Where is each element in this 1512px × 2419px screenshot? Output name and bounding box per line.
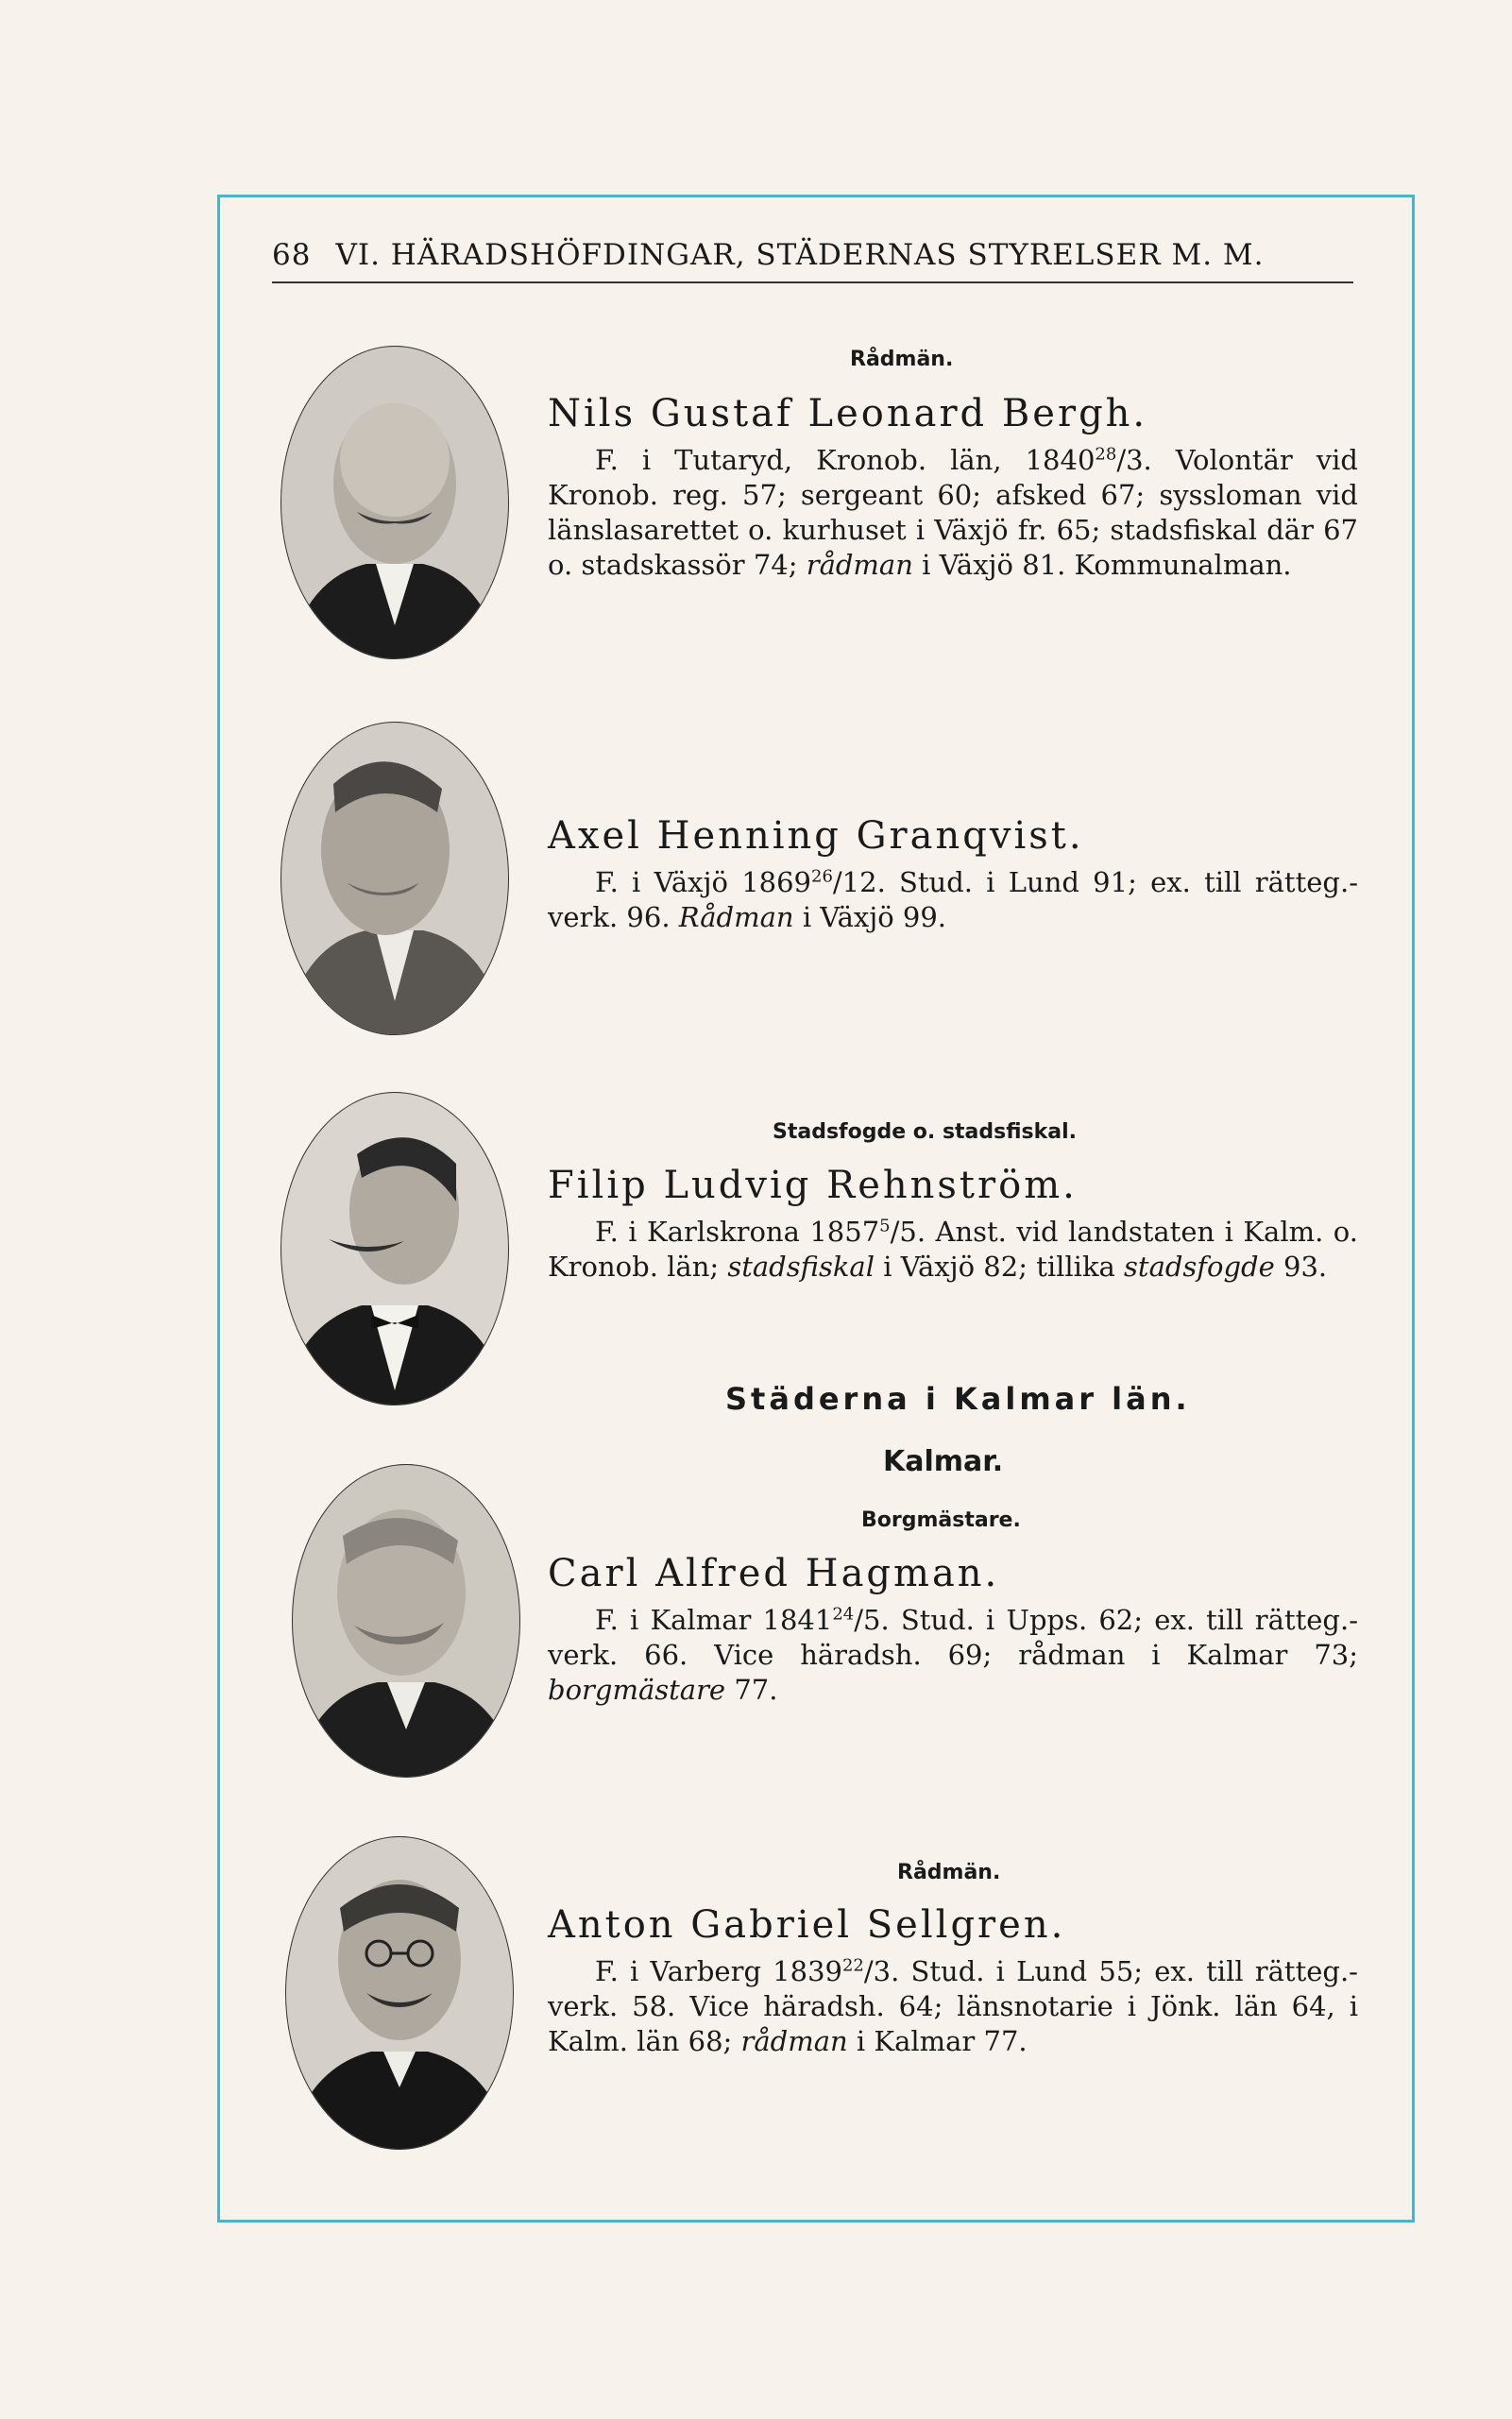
running-title: VI. HÄRADSHÖFDINGAR, STÄDERNAS STYRELSER M. M.: [335, 238, 1265, 272]
section-region: Städerna i Kalmar län.: [725, 1381, 1191, 1417]
section-radman-1: Rådmän.: [850, 348, 954, 371]
portrait-sellgren: [281, 1832, 518, 2154]
person-name: Axel Henning Granqvist.: [548, 814, 1084, 858]
person-name: Nils Gustaf Leonard Bergh.: [548, 392, 1148, 435]
person-name: Filip Ludvig Rehnström.: [548, 1164, 1078, 1207]
page-header: [272, 238, 1353, 283]
entry-sellgren: [548, 1903, 1358, 2059]
biography: F. i Växjö 1869$^{26}$/12. Stud. i Lund 91; ex. till rätteg.-verk. 96. Rådman i Växjö 99.: [548, 866, 1358, 933]
biography: F. i Tutaryd, Kronob. län, 1840$^{28}$/3. Volontär vid Kronob. reg. 57; sergeant 60; afsked 67; syssloman vid länslasarettet o. kurhuset i Växjö fr. 65; stadsfiskal där 67 o. stadskassör 74; rådman i Växjö 81. Kommunalman.: [548, 444, 1358, 581]
biography: F. i Kalmar 1841$^{24}$/5. Stud. i Upps. 62; ex. till rätteg.-verk. 66. Vice häradsh. 69; rådman i Kalmar 73; borgmästare 77.: [548, 1604, 1359, 1706]
biography: F. i Karlskrona 1857$^5$/5. Anst. vid landstaten i Kalm. o. Kronob. län; stadsfiskal i Växjö 82; tillika stadsfogde 93.: [548, 1216, 1358, 1283]
entry-rehnstrom: [548, 1164, 1358, 1285]
entry-granqvist: [548, 814, 1358, 935]
portrait-hagman: [288, 1460, 524, 1781]
portrait-rehnstrom: [277, 1088, 513, 1409]
portrait-bergh: [277, 342, 513, 663]
section-radman-2: Rådmän.: [897, 1861, 1001, 1884]
person-name: Carl Alfred Hagman.: [548, 1552, 1000, 1595]
section-borgmastare: Borgmästare.: [861, 1508, 1021, 1532]
biography: F. i Varberg 1839$^{22}$/3. Stud. i Lund 55; ex. till rätteg.-verk. 58. Vice häradsh. 64; länsnotarie i Jönk. län 64, i Kalm. län 68; rådman i Kalmar 77.: [548, 1955, 1358, 2057]
portrait-granqvist: [277, 718, 513, 1039]
page-number: 68: [272, 238, 312, 272]
section-stadsfogde: Stadsfogde o. stadsfiskal.: [773, 1120, 1078, 1144]
section-city: Kalmar.: [883, 1445, 1004, 1478]
entry-hagman: [548, 1552, 1358, 1708]
person-name: Anton Gabriel Sellgren.: [548, 1903, 1066, 1947]
entry-bergh: [548, 392, 1358, 583]
